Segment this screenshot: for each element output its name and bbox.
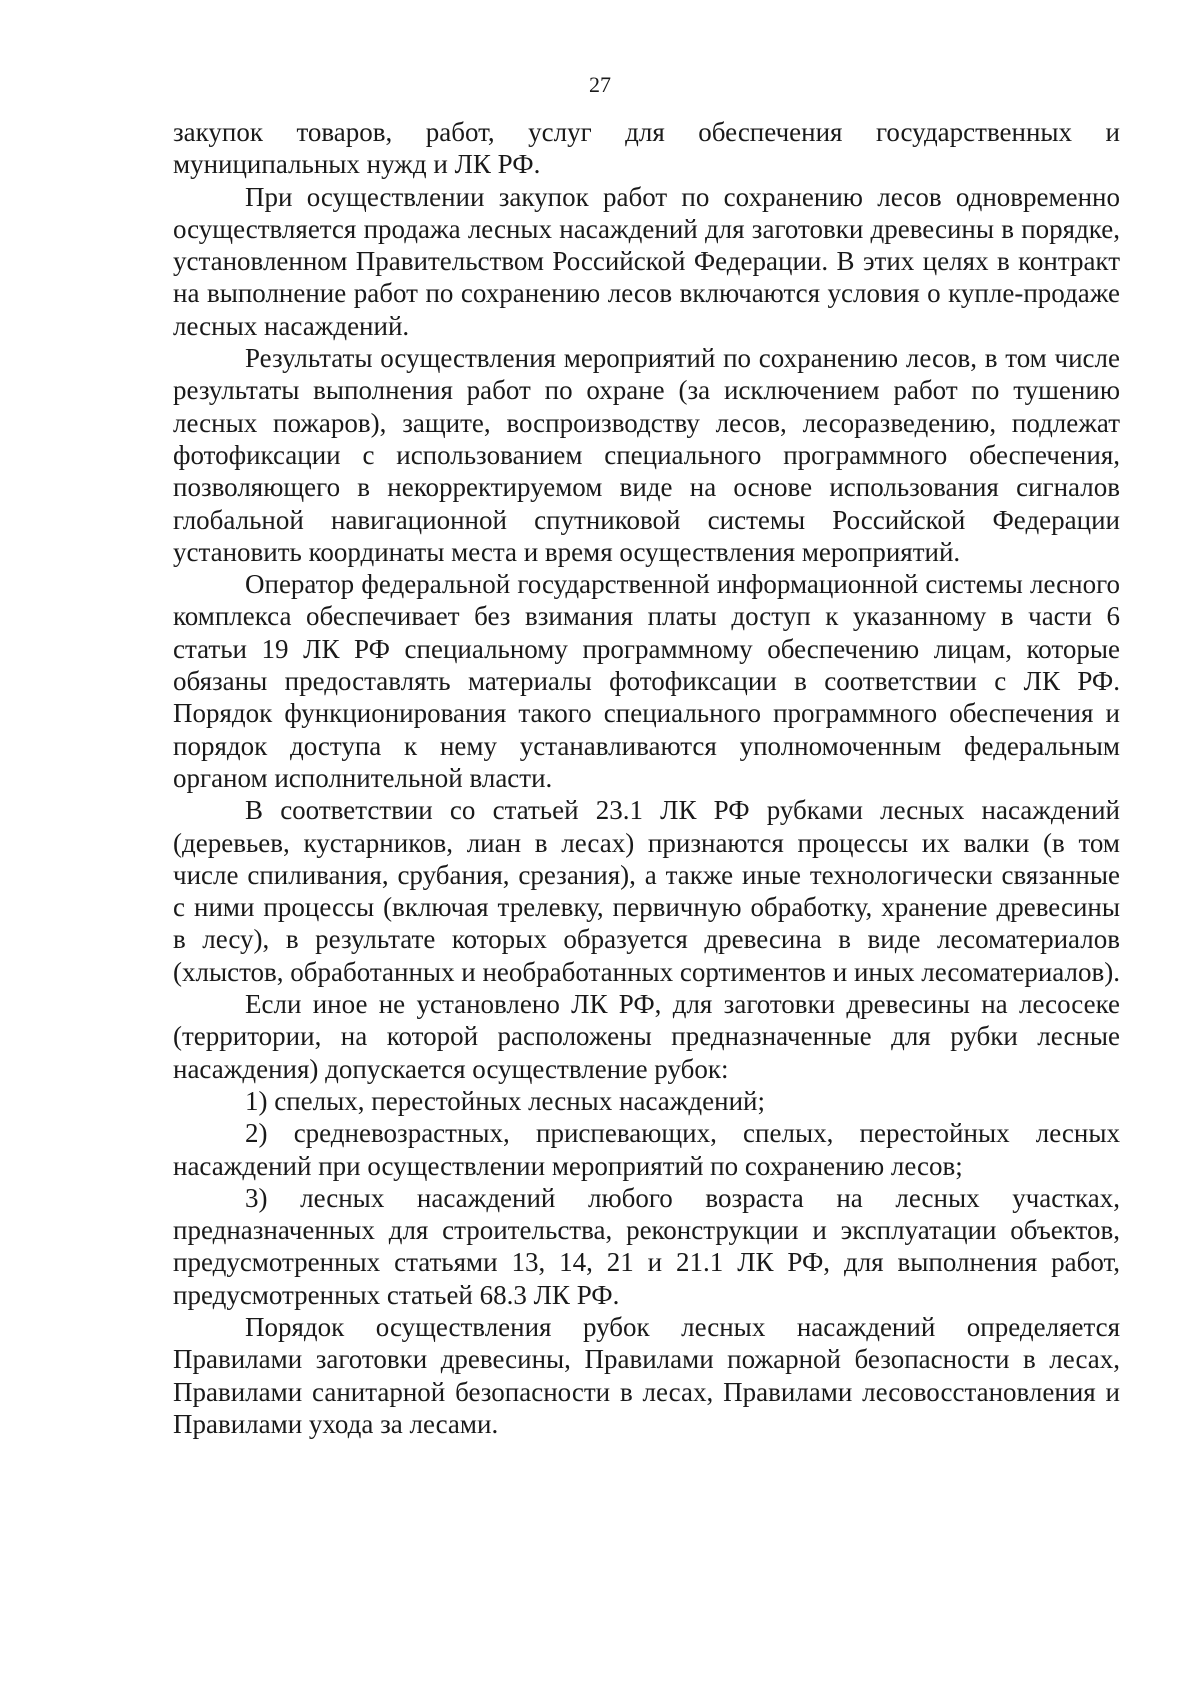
list-item: 1) спелых, перестойных лесных насаждений; <box>245 1085 765 1116</box>
paragraph: Результаты осуществления мероприятий по сохранению лесов, в том числе результаты выполнения работ по охране (за исключением работ по тушению лесных пожаров), защите, воспроизводству лесов, лесоразведению, подлежат фотофиксации с использованием специального программного обеспечения, позволяющего в некорректируемом виде на основе использования сигналов глобальной навигационной спутниковой системы Российской Федерации установить координаты места и время осуществления мероприятий. <box>173 343 1120 567</box>
paragraph-continuation: закупок товаров, работ, услуг для обеспечения государственных и муниципальных нужд и ЛК РФ. <box>173 117 1120 180</box>
page-number: 27 <box>589 72 611 97</box>
paragraph: В соответствии со статьей 23.1 ЛК РФ рубками лесных насаждений (деревьев, кустарников, лиан в лесах) признаются процессы их валки (в том числе спиливания, срубания, срезания), а также иные технологически связанные с ними процессы (включая трелевку, первичную обработку, хранение древесины в лесу), в результате которых образуется древесина в виде лесоматериалов (хлыстов, обработанных и необработанных сортиментов и иных лесоматериалов). <box>173 795 1120 987</box>
paragraph: Порядок осуществления рубок лесных насаждений определяется Правилами заготовки древесины, Правилами пожарной безопасности в лесах, Правилами санитарной безопасности в лесах, Правилами лесовосстановления и Правилами ухода за лесами. <box>173 1311 1120 1439</box>
document-body <box>173 116 1120 1440</box>
paragraph: Оператор федеральной государственной информационной системы лесного комплекса обеспечивает без взимания платы доступ к указанному в части 6 статьи 19 ЛК РФ специальному программному обеспечению лицам, которые обязаны предоставлять материалы фотофиксации в соответствии с ЛК РФ. Порядок функционирования такого специального программного обеспечения и порядок доступа к нему устанавливаются уполномоченным федеральным органом исполнительной власти. <box>173 569 1120 793</box>
paragraph: Если иное не установлено ЛК РФ, для заготовки древесины на лесосеке (территории, на которой расположены предназначенные для рубки лесные насаждения) допускается осуществление рубок: <box>173 989 1120 1084</box>
paragraph: При осуществлении закупок работ по сохранению лесов одновременно осуществляется продажа лесных насаждений для заготовки древесины в порядке, установленном Правительством Российской Федерации. В этих целях в контракт на выполнение работ по сохранению лесов включаются условия о купле-продаже лесных насаждений. <box>173 181 1120 341</box>
list-item: 3) лесных насаждений любого возраста на лесных участках, предназначенных для строительства, реконструкции и эксплуатации объектов, предусмотренных статьями 13, 14, 21 и 21.1 ЛК РФ, для выполнения работ, предусмотренных статьей 68.3 ЛК РФ. <box>173 1182 1120 1310</box>
list-item: 2) средневозрастных, приспевающих, спелых, перестойных лесных насаждений при осуществлении мероприятий по сохранению лесов; <box>173 1118 1120 1181</box>
